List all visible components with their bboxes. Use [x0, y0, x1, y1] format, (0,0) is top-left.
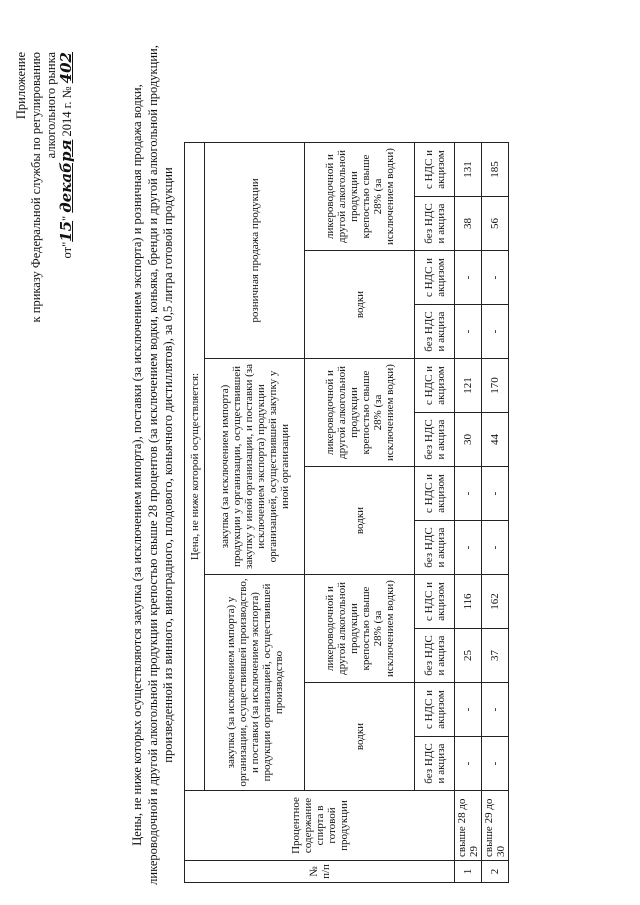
price-cell: -: [455, 683, 482, 737]
header-liquor-2: ликероводочной и другой алкогольной продукции крепостью свыше 28% (за исключением водки): [305, 359, 415, 467]
header-vodka-3: водки: [305, 251, 415, 359]
table-row: [482, 143, 509, 883]
price-cell: -: [482, 737, 509, 791]
row-alcohol-range: свыше 29 до 30: [482, 791, 509, 861]
header-liquor-1: ликероводочной и другой алкогольной продукции крепостью свыше 28% (за исключением водки): [305, 575, 415, 683]
appendix-order-ref: к приказу Федеральной службы по регулированию: [29, 52, 43, 323]
price-cell: 38: [455, 197, 482, 251]
price-cell: 116: [455, 575, 482, 629]
header-with-vat: с НДС и акцизом: [415, 143, 455, 197]
price-cell: -: [455, 467, 482, 521]
header-with-vat: с НДС и акцизом: [415, 467, 455, 521]
appendix-order-ref-cont: алкогольного рынка: [44, 52, 58, 159]
price-cell: -: [482, 683, 509, 737]
header-without-vat: без НДС и акциза: [415, 197, 455, 251]
price-cell: 25: [455, 629, 482, 683]
price-cell: 131: [455, 143, 482, 197]
header-without-vat: без НДС и акциза: [415, 737, 455, 791]
header-alcohol-percent: Процентное содержание спирта в готовой продукции: [185, 791, 455, 861]
header-retail-sale: розничная продажа продукции: [205, 143, 305, 359]
price-cell: -: [482, 251, 509, 305]
header-with-vat: с НДС и акцизом: [415, 683, 455, 737]
price-cell: -: [455, 521, 482, 575]
handwritten-month: декабря: [57, 139, 75, 213]
header-purchase-from-reseller: закупка (за исключением импорта) продукции у организации, осуществившей закупку у иной организации, и поставки (за исключением экспорта) продукции организацией, осуществившей закупку у иной организации: [205, 359, 305, 575]
header-vodka-2: водки: [305, 467, 415, 575]
price-cell: 37: [482, 629, 509, 683]
price-cell: -: [455, 305, 482, 359]
price-cell: -: [482, 305, 509, 359]
price-cell: 56: [482, 197, 509, 251]
price-cell: 162: [482, 575, 509, 629]
handwritten-order-number: 402: [57, 52, 75, 84]
handwritten-day: 15: [57, 220, 75, 242]
header-row-number: № п/п: [185, 861, 455, 883]
header-without-vat: без НДС и акциза: [415, 305, 455, 359]
price-cell: -: [455, 737, 482, 791]
row-alcohol-range: свыше 28 до 29: [455, 791, 482, 861]
price-cell: 170: [482, 359, 509, 413]
price-cell: 30: [455, 413, 482, 467]
header-without-vat: без НДС и акциза: [415, 413, 455, 467]
row-number: 2: [482, 861, 509, 883]
price-cell: -: [482, 521, 509, 575]
price-cell: 121: [455, 359, 482, 413]
price-cell: 185: [482, 143, 509, 197]
header-without-vat: без НДС и акциза: [415, 521, 455, 575]
header-with-vat: с НДС и акцизом: [415, 251, 455, 305]
header-with-vat: с НДС и акцизом: [415, 575, 455, 629]
header-purchase-from-producer: закупка (за исключением импорта) у организации, осуществившей производство, и поставки (за исключением экспорта) продукции организацией, осуществившей производство: [205, 575, 305, 791]
price-table: [184, 142, 509, 883]
price-cell: 44: [482, 413, 509, 467]
appendix-date-line: от"15" декабря 2014 г. № 402: [57, 52, 75, 259]
header-with-vat: с НДС и акцизом: [415, 359, 455, 413]
row-number: 1: [455, 861, 482, 883]
document-preamble: Цены, не ниже которых осуществляются закупка (за исключением импорта), поставки (за исключением экспорта) и розничная продажа водки, ликероводочной и другой алкогольной продукции крепостью свыше 28 процентов (за исключением водки, коньяка, бренди и другой алкогольной продукции, произведенной из винного, виноградного, плодового, коньячного дистиллятов), за 0,5 литра готовой продукции: [130, 45, 175, 885]
price-cell: -: [455, 251, 482, 305]
header-liquor-3: ликероводочной и другой алкогольной продукции крепостью свыше 28% (за исключением водки): [305, 143, 415, 251]
header-vodka-1: водки: [305, 683, 415, 791]
table-row: [455, 143, 482, 883]
appendix-title: Приложение: [14, 52, 28, 120]
header-without-vat: без НДС и акциза: [415, 629, 455, 683]
header-price-min: Цена, не ниже которой осуществляется:: [185, 143, 205, 791]
appendix-block: [14, 52, 75, 382]
price-cell: -: [482, 467, 509, 521]
